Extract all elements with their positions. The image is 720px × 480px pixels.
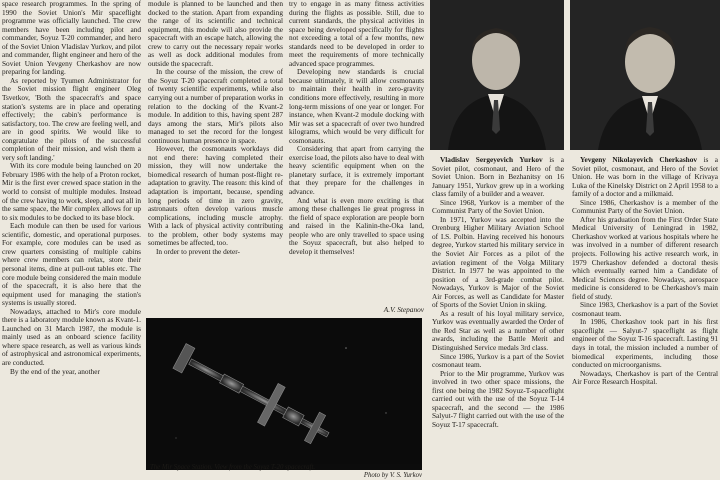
bio-paragraph: As a result of his loyal military service, Yurkov was eventually awarded the Order of the Red Star as well as a number of other awards, including the Battle Merit and Distinguished Service medals 3rd class.: [432, 308, 564, 353]
bio-paragraph: Since 1983, Cherkashov is a part of the Soviet cosmonaut team.: [572, 300, 718, 318]
portrait-cherkashov: [570, 0, 720, 150]
bio-paragraph: is a Soviet pilot, cosmonaut, and Hero of the Soviet Union. Born in Bezhanitsy on 16 January 1951, Yurkov grew up in a working class family of a builder and a weaver.: [432, 156, 564, 199]
article-paragraph: However, the cosmonauts workdays did not end there: having completed their mission, they will now undertake the biomedical research of human post-flight re-adaptation to gravity. The reason: this kind of adaptation is important, because, spending long periods of time in zero gravity, astronauts often develop various muscle complications, including muscle atrophy. With a lack of physical activity contributing to the problem, other body systems may sometimes be affected, too.: [148, 144, 283, 248]
bio-name: Yevgeny Nikolayevich Cherkashov: [580, 156, 698, 164]
article-paragraph: By the end of the year, another: [10, 366, 100, 376]
article-column-2: [148, 0, 283, 310]
article-paragraph: With its core module being launched on 20 February 1986 with the help of a Proton rocket, Mir is the first ever crewed space station in the world to consist of multiple modules. Instead of the crew having to work, sleep, and eat all in the same space, the Mir complex allows for up to six modules to be docked to its base block.: [2, 161, 141, 222]
bio-yurkov: [432, 156, 564, 480]
article-paragraph: Each module can then be used for various scientific, domestic, and operational purposes. For example, core modules can be used as crew quarters consisting of multiple cabins where crew members can relax, store their personal items, dine at pull-out tables etc. The core module being considered the main module of the spacecraft, it is also here that the equipment used for managing the station's systems is usually stored.: [2, 221, 141, 308]
article-paragraph: module is planned to be launched and then docked to the station. Apart from expanding the range of its scientific and technical equipment, this module will also provide the spacecraft with an escape hatch, allowing the crew to carry out the necessary repair works as well as dock additional modules from outside the spacecraft.: [148, 0, 283, 68]
photo-caption: The Mir Space Station. View from the Soyuz T-20 spacecraft.: [150, 464, 316, 471]
article-paragraph: In the course of the mission, the crew of the Soyuz T-20 spacecraft completed a total of twenty scientific experiments, while also carrying out a number of preparation works in relation to the docking of the Kvant-2 module. In addition to this, having spent 287 days among the stars, Mir's pilots also managed to set the record for the longest continuous human presence in space.: [148, 67, 283, 145]
article-column-1: [2, 0, 141, 480]
bio-paragraph: In 1971, Yurkov was accepted into the Orenburg Higher Military Aviation School of I.S. Polbin. Having received his honours degree, Yurkov started his military service in the Soviet Air Forces as a pilot of the aviation regiment of the Volga Military District. In 1977 he was appointed to the position of a 3rd-grade combat pilot. Nowadays, Yurkov is Major of the Soviet Air Forces, as well as Candidate for Master of Sports of the Soviet Union in skiing.: [432, 214, 564, 310]
portrait-yurkov: [430, 0, 564, 150]
article-paragraph: And what is even more exciting is that among these challenges lie great progress in the field of space exploration are people born and raised in the Kalinin-the-Oka land, people who are only travelled to space using the Soyuz spacecraft, but also helped to develop it themselves!: [289, 195, 424, 256]
bio-cherkashov: [572, 156, 718, 480]
bio-paragraph: Since 1986, Cherkashov is a member of the Communist Party of the Soviet Union.: [572, 197, 718, 216]
bio-name: Vladislav Sergeyevich Yurkov: [440, 156, 543, 164]
space-station-photo: [146, 318, 422, 470]
article-byline: A.V. Stepanov: [383, 305, 424, 314]
article-paragraph: Developing new standards is crucial because ultimately, it will allow cosmonauts to maintain their health in zero-gravity conditions more effectively, resulting in more long-term missions of one year or longer. For instance, when Kvant-2 module docking with Mir was set a spacecraft of over two hundred kilograms, which would be very difficult for cosmonauts.: [289, 67, 424, 145]
article-paragraph: try to engage in as many fitness activities during the flights as possible. Still, due to current standards, the physical activities in space being developed specifically for flights not exceeding a total of a few months, new standards need to be developed in order to meet the requirements of more technically advanced space programmes.: [289, 0, 424, 68]
article-paragraph: In order to prevent the deter-: [156, 246, 240, 256]
bio-paragraph: In 1986, Cherkashov took part in his first spaceflight — Salyut-7 spaceflight as flight engineer of the Soyuz T-16 spacecraft. Lasting 91 days in total, the mission included a number of biomedical experiments, including those conducted on microorganisms.: [572, 317, 718, 370]
bio-paragraph: Prior to the Mir programme, Yurkov was involved in two other space missions, the first one being the 1982 Soyuz-T-spaceflight carried out with the use of the Soyuz T-14 spacecraft, and the second — the 1986 Salyut-7 flight carried out with the use of the Soyuz T-17 spacecraft.: [432, 368, 564, 429]
bio-paragraph: is a Soviet pilot, cosmonaut, and Hero of the Soviet Union. He was born in the village of Krivaya Luka of the Kinelsky District on 2 April 1958 to a family of a doctor and a milkmaid.: [572, 156, 718, 199]
article-paragraph: As reported by Tyumen Administrator for the Soviet mission flight engineer Oleg Tsvetkov, 'Both the spacecraft's and space station's systems are in place and operating effectively; the cabin's performance is satisfactory, too. The crew are feeling well, and are in good spirits. We would like to congratulate the pilots of the successful completion of their mission, and wish them a very soft landing.': [2, 75, 141, 162]
article-paragraph: Considering that apart from carrying the exercise load, the pilots also have to deal with heavy scientific equipment when on the planetary surface, it is extremely important that they prepare for the challenges in advance.: [289, 144, 424, 197]
bio-paragraph: Since 1986, Yurkov is a part of the Soviet cosmonaut team.: [432, 351, 564, 370]
bio-paragraph: Nowadays, Cherkashov is part of the Central Air Force Research Hospital.: [572, 368, 718, 387]
bio-paragraph: After his graduation from the First Order State Medical University of Leningrad in 1982, Cherkashov worked at various hospitals where he was involved in a number of different research projects. Following his active research work, in 1979 Cherkashov defended a doctoral thesis which eventually earned him a Candidate of Medical Sciences degree. Nowadays, aerospace medicine is considered to be Cherkashov's main field of study.: [572, 214, 718, 301]
article-paragraph: Nowadays, attached to Mir's core module there is a laboratory module known as Kvant-1. Launched on 31 March 1987, the module is mainly used as an onboard science facility where space research, as well as various kinds of astrophysical and astronomical experiments, are conducted.: [2, 306, 141, 367]
article-paragraph: space research programmes. In the spring of 1990 the Soviet Union's Mir spaceflight programme was officially launched. The crew members have been including pilot and commander, Soyuz T-20 commander, and hero of the Soviet Union Vladislav Yurkov, and pilot and commander, flight engineer and hero of the Soviet Union Yevgeny Cherkashov are now preparing for landing.: [2, 0, 141, 77]
photo-credit: Photo by V. S. Yurkov: [363, 472, 422, 479]
bio-paragraph: Since 1968, Yurkov is a member of the Communist Party of the Soviet Union.: [432, 197, 564, 216]
article-column-3: [289, 0, 424, 318]
